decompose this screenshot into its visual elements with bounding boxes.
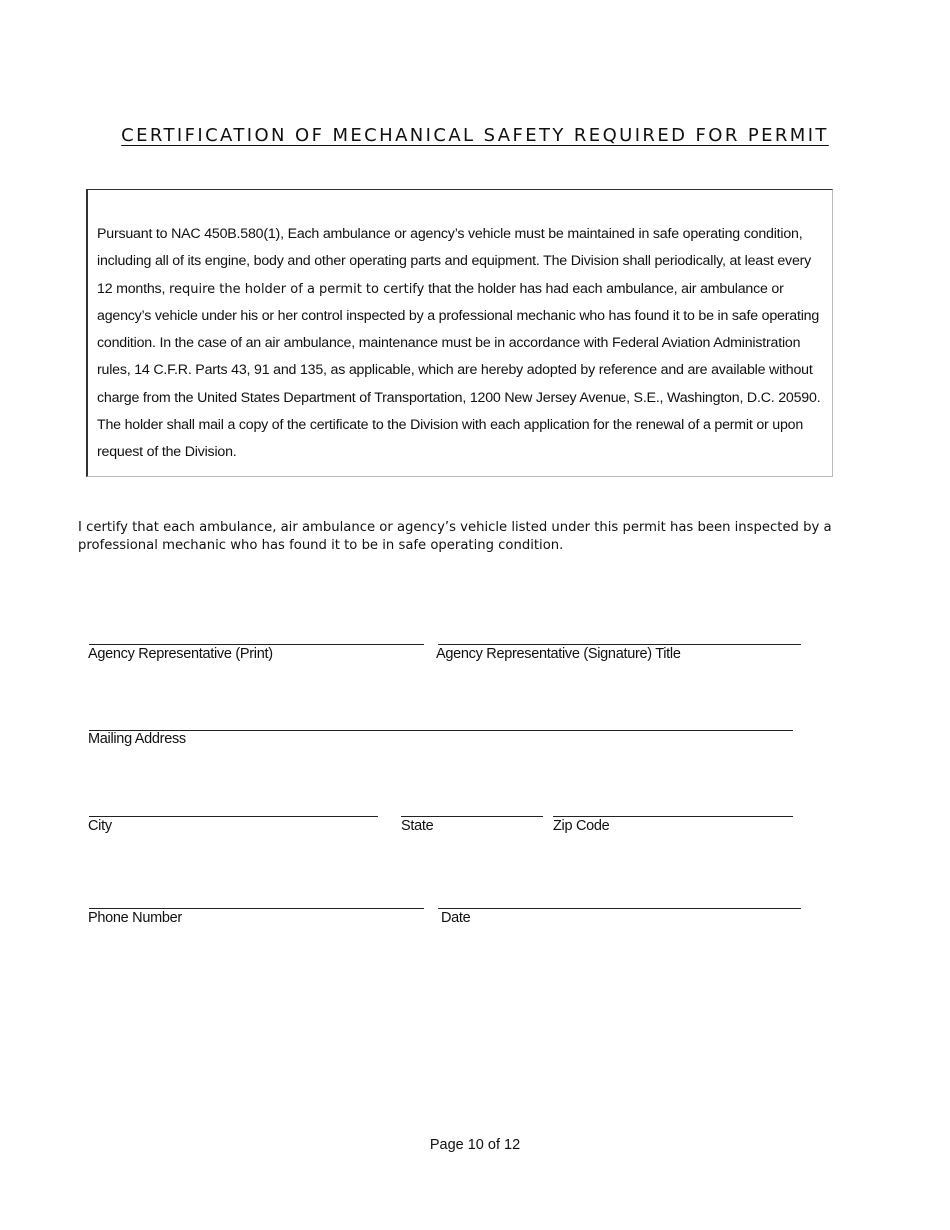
regulation-box (86, 189, 833, 477)
certification-statement: I certify that each ambulance, air ambulance or agency’s vehicle listed under this permit has been inspected by a professional mechanic who has found it to be in safe operating condition. (78, 520, 832, 553)
regulation-text-part-2: that the holder has had each ambulance, air ambulance or agency’s vehicle under his or her control inspected by a professional mechanic who has found it to be in safe operating condition. In the case of an air ambulance, maintenance must be in accordance with Federal Aviation Administration rules, 14 C.F.R. Parts 43, 91 and 135, as applicable, which are hereby adopted by reference and are available without charge from the United States Department of Transportation, 1200 New Jersey Avenue, S.E., Washington, D.C. 20590. The holder shall mail a copy of the certificate to the Division with each application for the renewal of a permit or upon request of the Division. (97, 280, 821, 461)
phone-label: Phone Number (88, 910, 182, 926)
regulation-text-part-1: Pursuant to NAC 450B.580(1), Each ambulance or agency’s vehicle must be maintained in safe operating condition, including all of its engine, body and other operating parts and equipment. The Division shall periodically, at least every 12 months, (97, 226, 812, 297)
rep-signature-title-label: Agency Representative (Signature) Title (436, 646, 681, 662)
zip-label: Zip Code (553, 818, 610, 834)
mailing-address-label: Mailing Address (88, 731, 186, 747)
rep-print-label: Agency Representative (Print) (88, 646, 273, 662)
page-number: Page 10 of 12 (429, 1137, 521, 1153)
date-label: Date (441, 910, 471, 926)
state-line[interactable] (401, 816, 543, 817)
city-label: City (88, 818, 112, 834)
phone-line[interactable] (89, 908, 424, 909)
regulation-emphasis: require the holder of a permit to certify (168, 281, 425, 297)
rep-print-line[interactable] (89, 644, 424, 645)
page-title (0, 112, 950, 149)
zip-line[interactable] (553, 816, 793, 817)
mailing-address-line[interactable] (89, 730, 793, 731)
regulation-text (97, 221, 825, 467)
state-label: State (401, 818, 434, 834)
city-line[interactable] (89, 816, 378, 817)
page-title-text: CERTIFICATION OF MECHANICAL SAFETY REQUIRED FOR PERMIT (121, 125, 829, 146)
rep-signature-title-line[interactable] (438, 644, 801, 645)
date-line[interactable] (438, 908, 801, 909)
